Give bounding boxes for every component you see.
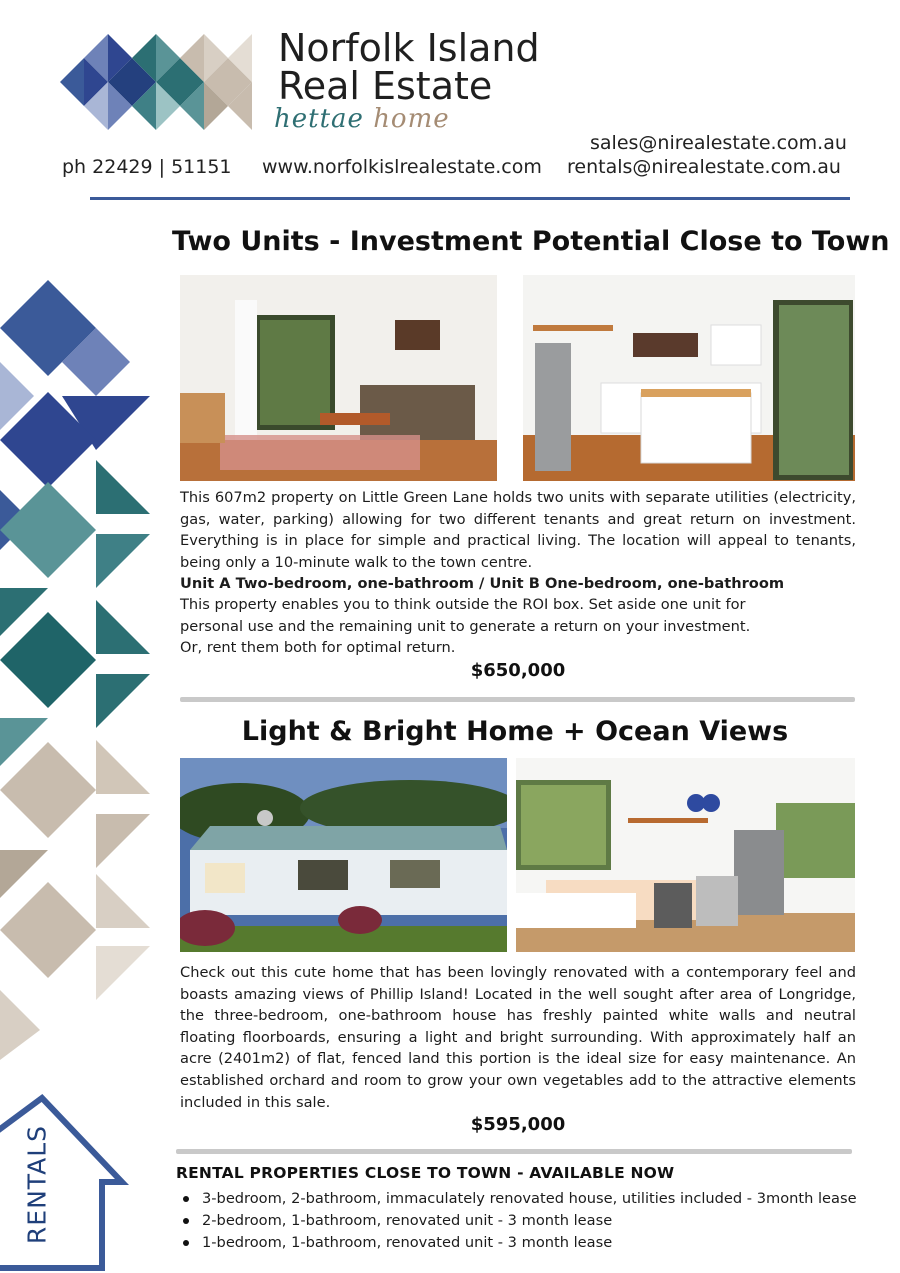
tagline-part-a: hettae xyxy=(274,104,364,134)
rental-item: 2-bedroom, 1-bathroom, renovated unit - 3 month lease xyxy=(176,1210,857,1232)
brand-logo-mosaic xyxy=(36,34,268,130)
listing1-title: Two Units - Investment Potential Close to Town xyxy=(172,226,890,257)
listing1-living-room-photo xyxy=(180,275,497,481)
listing2-kitchen-photo xyxy=(516,758,855,952)
listing1-roi-line3: Or, rent them both for optimal return. xyxy=(180,639,456,657)
phone-number: ph 22429 | 51151 xyxy=(62,156,232,178)
listing1-roi-line2: personal use and the remaining unit to generate a return on your investment. xyxy=(180,617,751,635)
rentals-side-label: RENTALS xyxy=(22,1124,52,1245)
rentals-email-link[interactable]: rentals@nirealestate.com.au xyxy=(567,156,841,178)
listing2-price: $595,000 xyxy=(470,1114,566,1135)
side-decorative-mosaic xyxy=(0,270,160,1060)
header-divider xyxy=(90,197,850,200)
listing1-units: Unit A Two-bedroom, one-bathroom / Unit B One-bedroom, one-bathroom xyxy=(180,575,785,593)
listing1-roi-text xyxy=(180,594,856,659)
listing2-title: Light & Bright Home + Ocean Views xyxy=(241,716,789,747)
brand-tagline xyxy=(274,104,450,134)
listing2-exterior-photo xyxy=(180,758,507,952)
rentals-heading: RENTAL PROPERTIES CLOSE TO TOWN - AVAILABLE NOW xyxy=(176,1164,675,1182)
house-outline-icon xyxy=(0,1092,130,1273)
sales-email-link[interactable]: sales@nirealestate.com.au xyxy=(590,132,847,154)
section-divider-1 xyxy=(180,697,855,702)
listing2-description: Check out this cute home that has been lovingly renovated with a contemporary feel and boasts amazing views of Phillip Island! Located in the well sought after area of Longridge, the three-bedroom, one-bathroom house has freshly painted white walls and neutral floating floorboards, ensuring a light and bright surrounding. With approximately half an acre (2401m2) of flat, fenced land this portion is the ideal size for easy maintenance. An established orchard and room to grow your own vegetables add to the attractive elements included in this sale. xyxy=(180,964,856,1111)
rental-item: 3-bedroom, 2-bathroom, immaculately renovated house, utilities included - 3month lease xyxy=(176,1188,857,1210)
listing1-description-text: This 607m2 property on Little Green Lane holds two units with separate utilities (electricity, gas, water, parking) allowing for two different tenants and great return on investment. Everything is in place for simple and practical living. The location will appeal to tenants, being only a 10-minute walk to the town centre. xyxy=(180,489,856,571)
listing1-roi-line1: This property enables you to think outside the ROI box. Set aside one unit for xyxy=(180,596,746,613)
listing1-description xyxy=(180,487,856,595)
brand-name-line1: Norfolk Island xyxy=(278,26,540,70)
rentals-list xyxy=(176,1188,857,1254)
tagline-part-b: home xyxy=(373,104,450,134)
listing1-kitchen-photo xyxy=(523,275,855,481)
brand-name-line2: Real Estate xyxy=(278,64,493,108)
listing1-price: $650,000 xyxy=(470,660,566,681)
website-link[interactable]: www.norfolkislrealestate.com xyxy=(262,156,542,178)
section-divider-2 xyxy=(176,1149,852,1154)
rental-item: 1-bedroom, 1-bathroom, renovated unit - 3 month lease xyxy=(176,1232,857,1254)
